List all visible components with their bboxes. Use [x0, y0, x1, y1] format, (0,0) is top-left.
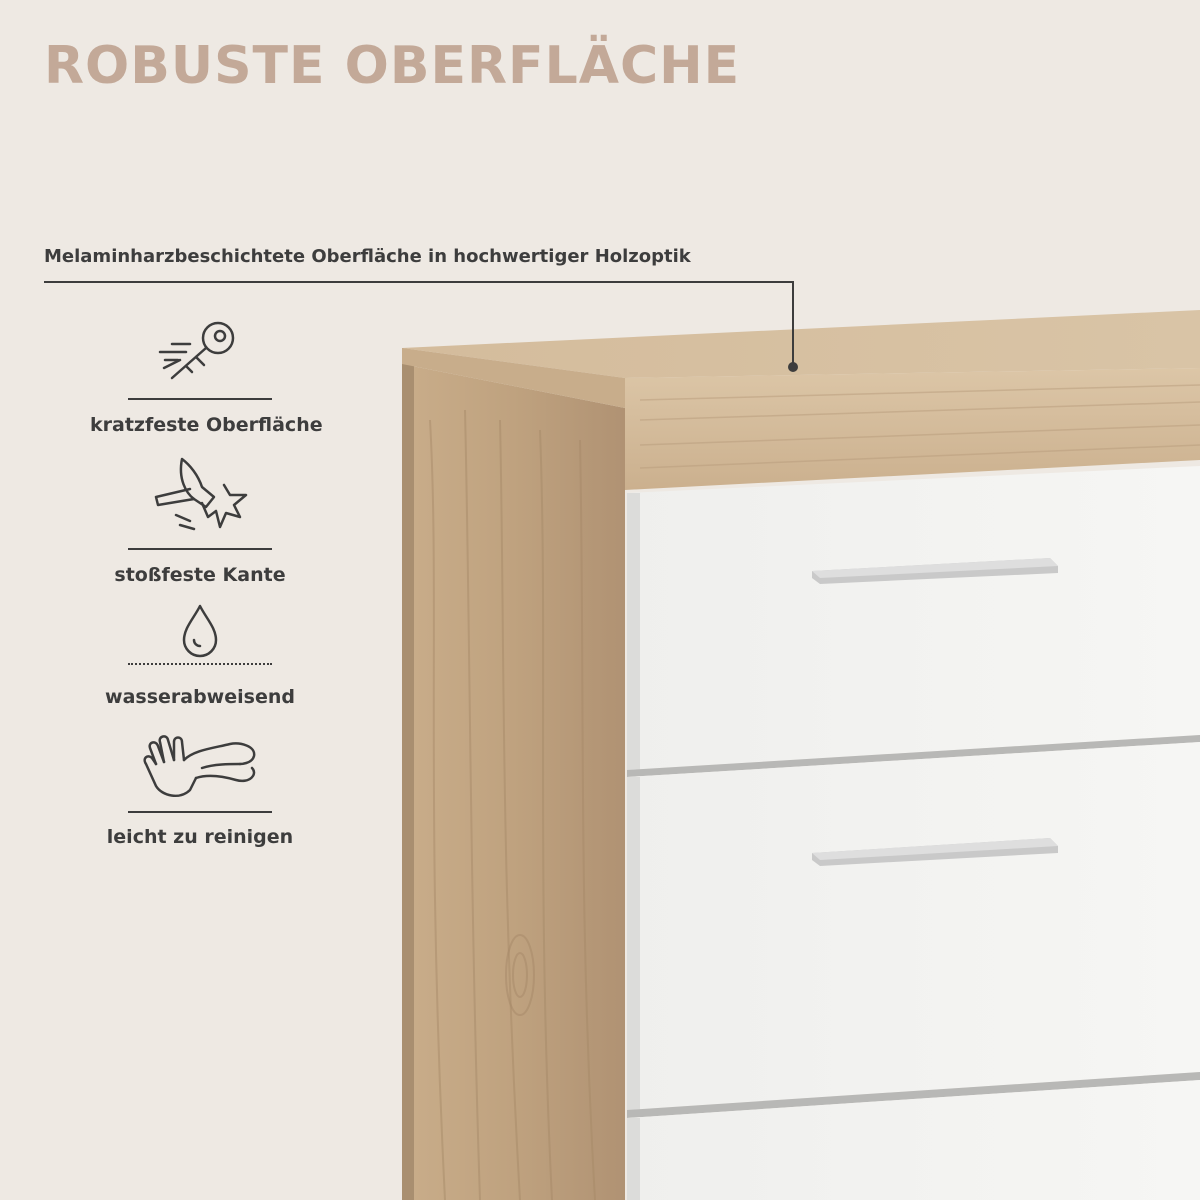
drawer-1-edge [627, 493, 640, 770]
cabinet-side-back-strip [402, 348, 414, 1200]
feature-label: wasserabweisend [105, 686, 295, 708]
feature-divider [128, 548, 272, 550]
water-drop-icon [90, 600, 310, 660]
feature-impact-resistant [90, 455, 310, 585]
feature-label: stoßfeste Kante [114, 564, 286, 586]
feature-scratch-resistant [90, 310, 323, 440]
drawer-1-front [627, 466, 1200, 770]
feature-water-repellent [90, 600, 310, 710]
drawer-3-edge [627, 1118, 640, 1200]
surface-callout-text: Melaminharzbeschichtete Oberfläche in hochwertiger Holzoptik [44, 246, 691, 267]
page-title: ROBUSTE OBERFLÄCHE [44, 36, 741, 96]
drawer-2-edge [627, 777, 640, 1110]
feature-divider [128, 663, 272, 665]
feature-label: leicht zu reinigen [106, 826, 294, 848]
key-scratch-icon [90, 310, 310, 390]
hand-cloth-icon [90, 728, 310, 808]
drawer-2-front [627, 742, 1200, 1110]
callout-anchor-dot [788, 362, 798, 372]
hammer-impact-icon [90, 455, 310, 540]
feature-easy-clean [90, 728, 310, 853]
feature-divider [128, 398, 272, 400]
feature-label: kratzfeste Oberfläche [90, 414, 323, 436]
feature-divider [128, 811, 272, 813]
